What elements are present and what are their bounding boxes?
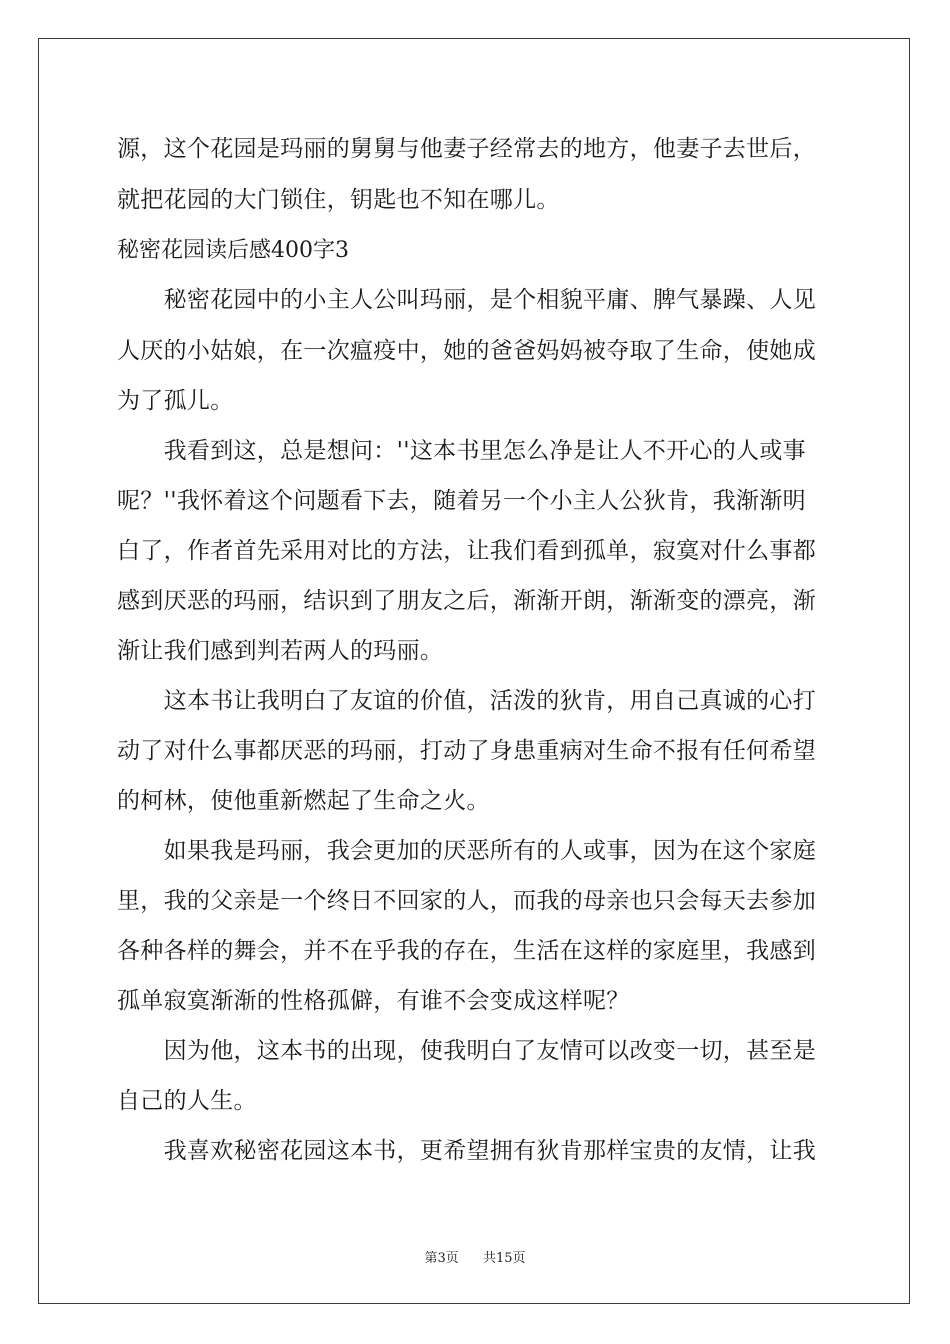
text-line: 秘密花园中的小主人公叫玛丽，是个相貌平庸、脾气暴躁、人见 [117,287,816,313]
text-line: 呢？''我怀着这个问题看下去，随着另一个小主人公狄肯，我渐渐明 [117,488,806,514]
page-footer [0,1247,950,1266]
text-line: 我看到这，总是想问：''这本书里怎么净是让人不开心的人或事 [117,438,806,464]
page-total: 共15页 [483,1251,526,1266]
text-line: 人厌的小姑娘，在一次瘟疫中，她的爸爸妈妈被夺取了生命，使她成 [117,338,816,364]
text-line: 我喜欢秘密花园这本书，更希望拥有狄肯那样宝贵的友情，让我 [117,1138,816,1164]
page-number: 第3页 [424,1251,459,1266]
text-line: 感到厌恶的玛丽，结识到了朋友之后，渐渐开朗，渐渐变的漂亮，渐 [117,588,816,614]
text-line: 的柯林，使他重新燃起了生命之火。 [117,788,490,814]
text-line: 孤单寂寞渐渐的性格孤僻，有谁不会变成这样呢？ [117,988,630,1014]
text-line: 渐让我们感到判若两人的玛丽。 [117,638,444,664]
text-line: 这本书让我明白了友谊的价值，活泼的狄肯，用自己真诚的心打 [117,688,816,714]
text-line: 自己的人生。 [117,1088,257,1114]
text-line: 动了对什么事都厌恶的玛丽，打动了身患重病对生命不报有任何希望 [117,738,816,764]
text-line: 各种各样的舞会，并不在乎我的存在，生活在这样的家庭里，我感到 [117,938,816,964]
text-line: 因为他，这本书的出现，使我明白了友情可以改变一切，甚至是 [117,1038,816,1064]
section-heading: 秘密花园读后感400字3 [117,238,349,263]
text-line: 如果我是玛丽，我会更加的厌恶所有的人或事，因为在这个家庭 [117,838,816,864]
text-line: 白了，作者首先采用对比的方法，让我们看到孤单，寂寞对什么事都 [117,538,816,564]
text-line: 就把花园的大门锁住，钥匙也不知在哪儿。 [117,187,560,213]
text-line: 里，我的父亲是一个终日不回家的人，而我的母亲也只会每天去参加 [117,888,816,914]
text-line: 为了孤儿。 [117,388,234,414]
text-line: 源，这个花园是玛丽的舅舅与他妻子经常去的地方，他妻子去世后， [117,136,816,162]
